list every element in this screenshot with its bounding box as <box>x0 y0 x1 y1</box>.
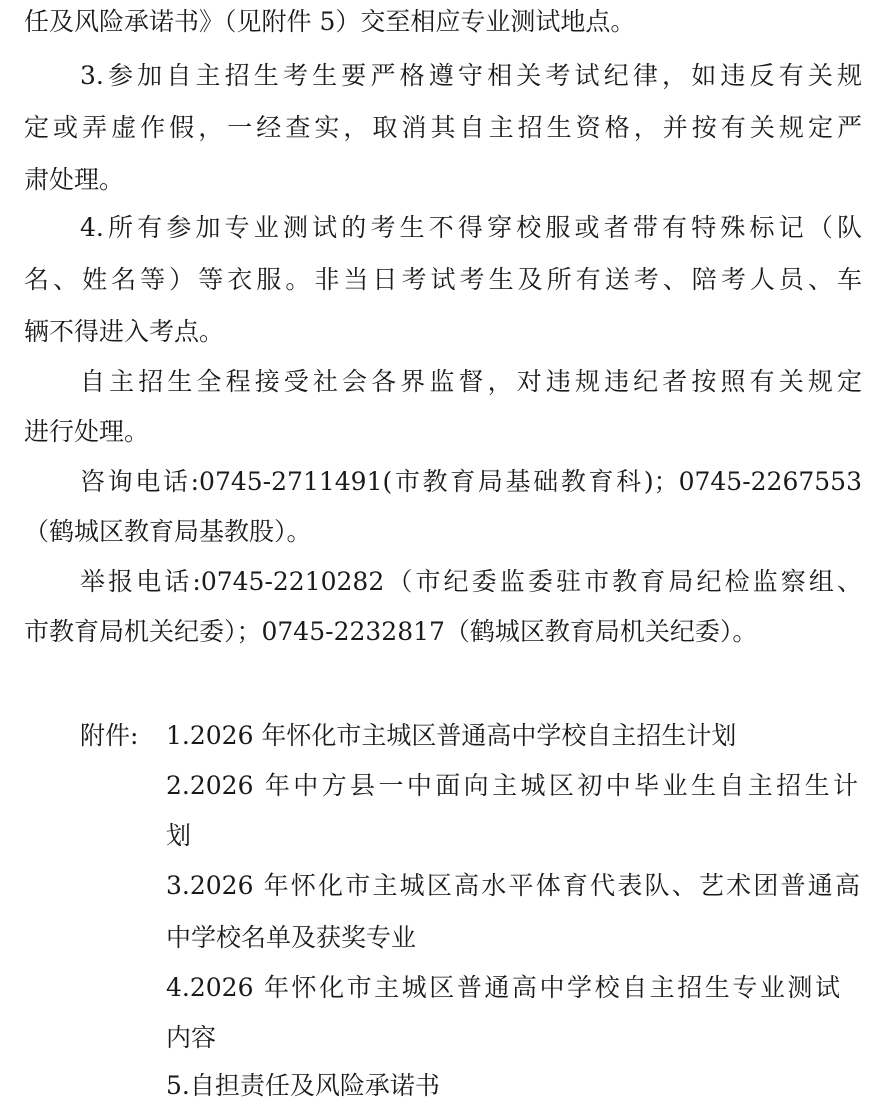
paragraph-line: 辆不得进入考点。 <box>24 317 225 346</box>
attachment-item: 中学校名单及获奖专业 <box>166 923 417 952</box>
attachment-item: 5.自担责任及风险承诺书 <box>166 1071 440 1100</box>
paragraph-line: 3.参加自主招生考生要严格遵守相关考试纪律，如违反有关规 <box>80 61 862 90</box>
attachment-item: 划 <box>166 821 192 850</box>
attachment-item: 4.2026 年怀化市主城区普通高中学校自主招生专业测试 <box>166 973 840 1002</box>
attachments-label: 附件: <box>80 721 139 750</box>
attachment-item: 3.2026 年怀化市主城区高水平体育代表队、艺术团普通高 <box>166 871 860 900</box>
consult-phone-line: 咨询电话:0745-2711491(市教育局基础教育科)；0745-2267553 <box>80 467 862 496</box>
paragraph-line: 进行处理。 <box>24 417 150 446</box>
report-phone-line: 举报电话:0745-2210282（市纪委监委驻市教育局纪检监察组、 <box>80 567 862 596</box>
paragraph-line: 肃处理。 <box>24 165 125 194</box>
paragraph-line: 4.所有参加专业测试的考生不得穿校服或者带有特殊标记（队 <box>80 213 862 242</box>
paragraph-line: （鹤城区教育局基教股）。 <box>24 517 312 546</box>
paragraph-line: 名、姓名等）等衣服。非当日考试考生及所有送考、陪考人员、车 <box>24 265 862 294</box>
paragraph-line: 定或弄虚作假，一经查实，取消其自主招生资格，并按有关规定严 <box>24 113 862 142</box>
attachment-item: 1.2026 年怀化市主城区普通高中学校自主招生计划 <box>166 721 737 750</box>
attachment-item: 2.2026 年中方县一中面向主城区初中毕业生自主招生计 <box>166 771 858 800</box>
paragraph-line: 任及风险承诺书》（见附件 5）交至相应专业测试地点。 <box>24 7 636 36</box>
paragraph-line: 市教育局机关纪委）；0745-2232817（鹤城区教育局机关纪委）。 <box>24 617 758 646</box>
paragraph-line: 自主招生全程接受社会各界监督，对违规违纪者按照有关规定 <box>80 367 862 396</box>
attachment-item: 内容 <box>166 1023 217 1052</box>
